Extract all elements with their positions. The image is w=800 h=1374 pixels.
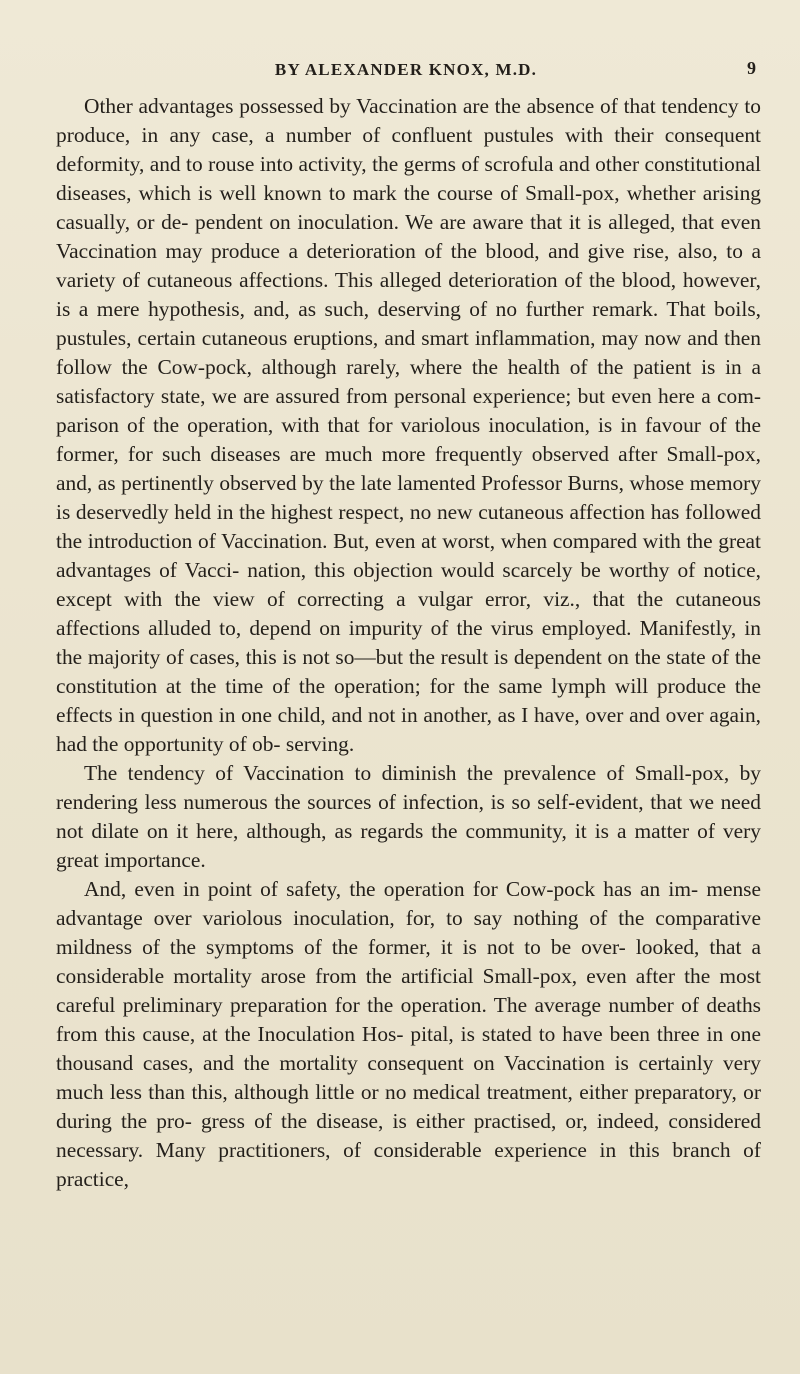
body-text	[56, 92, 761, 1194]
page-number: 9	[747, 58, 756, 78]
paragraph-prevalence: The tendency of Vaccination to diminish the prevalence of Small-pox, by rendering less numerous the sources of infection, is so self-evident, that we need not dilate on it here, although, as regards the community, it is a matter of very great importance.	[56, 761, 761, 872]
running-head	[56, 58, 756, 84]
paragraph-vaccination-advantages: Other advantages possessed by Vaccination are the absence of that tendency to produce, in any case, a number of confluent pustules with their consequent deformity, and to rouse into activity, the germs of scrofula and other constitutional diseases, which is well known to mark the course of Small-pox, whether arising casually, or de- pendent on inoculation. We are aware that it is alleged, that even Vaccination may produce a deterioration of the blood, and give rise, also, to a variety of cutaneous affections. This alleged deterioration of the blood, however, is a mere hypothesis, and, as such, deserving of no further remark. That boils, pustules, certain cutaneous eruptions, and smart inflammation, may now and then follow the Cow-pock, although rarely, where the health of the patient is in a satisfactory state, we are assured from personal experience; but even here a com- parison of the operation, with that for variolous inoculation, is in favour of the former, for such diseases are much more frequently observed after Small-pox, and, as pertinently observed by the late lamented Professor Burns, whose memory is deservedly held in the highest respect, no new cutaneous affection has followed the introduction of Vaccination. But, even at worst, when compared with the great advantages of Vacci- nation, this objection would scarcely be worthy of notice, except with the view of correcting a vulgar error, viz., that the cutaneous affections alluded to, depend on impurity of the virus employed. Manifestly, in the majority of cases, this is not so—but the result is dependent on the state of the constitution at the time of the operation; for the same lymph will produce the effects in question in one child, and not in another, as I have, over and over again, had the opportunity of ob- serving.	[56, 94, 761, 756]
running-title: BY ALEXANDER KNOX, M.D.	[274, 60, 538, 79]
paragraph-safety: And, even in point of safety, the operation for Cow-pock has an im- mense advantage over variolous inoculation, for, to say nothing of the comparative mildness of the symptoms of the former, it is not to be over- looked, that a considerable mortality arose from the artificial Small-pox, even after the most careful preliminary preparation for the operation. The average number of deaths from this cause, at the Inoculation Hos- pital, is stated to have been three in one thousand cases, and the mortality consequent on Vaccination is certainly very much less than this, although little or no medical treatment, either preparatory, or during the pro- gress of the disease, is either practised, or, indeed, considered necessary. Many practitioners, of considerable experience in this branch of practice,	[56, 877, 761, 1191]
